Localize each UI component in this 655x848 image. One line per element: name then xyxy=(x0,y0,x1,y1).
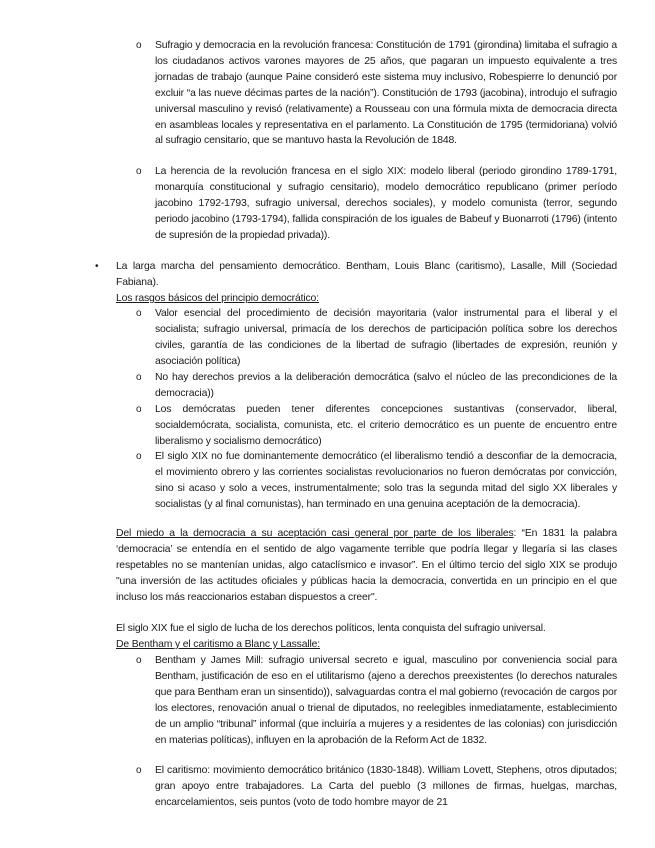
paragraph-bentham-mill: Bentham y James Mill: sufragio universal secreto e igual, masculino por conveniencia social para Bentham, justificación de eso en el utilitarismo (ajeno a derechos preexistentes (lo derechos naturales que para Bentham eran un sinsentido)), salvaguardas contra el mal gobierno (revocación de cargos por los electores, renovación anual o trienal de diputados, no reelegibles inmediatamente, establecimiento de un amplio “tribunal” informal (que incluiría a mujeres y a residentes de las colonias) con jurisdicción en materias políticas), influyen en la aprobación de la Reform Act de 1832. xyxy=(155,655,617,746)
paragraph-larga-marcha: La larga marcha del pensamiento democrático. Bentham, Louis Blanc (caritismo), Lasalle, Mill (Sociedad Fabiana). xyxy=(116,261,617,288)
bullet-icon: o xyxy=(136,166,142,177)
bullet-icon: o xyxy=(136,404,142,415)
bullet-icon: • xyxy=(95,261,99,272)
bullet-icon: o xyxy=(136,765,142,776)
miedo-text: : “En 1831 la palabra ‘democracia’ se entendía en el sentido de algo vagamente terrible que podría llegar y llegaría si las clases respetables no se mantenían unidas, algo cataclísmico e invasor”. En el último tercio del siglo XIX se produjo "una inversión de las actitudes oficiales y públicas hacia la democracia, convertida en un principio en el que incluso los más reaccionarios estaban dispuestos a creer". xyxy=(116,528,617,603)
paragraph-concepciones: Los demócratas pueden tener diferentes concepciones sustantivas (conservador, liberal, socialdemócrata, socialista, comunista, etc. el criterio democrático es un puente de encuentro entre liberalismo y socialismo democrático) xyxy=(155,404,617,447)
bullet-icon: o xyxy=(136,40,142,51)
heading-bentham: De Bentham y el caritismo a Blanc y Lassalle: xyxy=(116,639,321,650)
miedo-heading: Del miedo a la democracia a su aceptación casi general por parte de los liberales xyxy=(116,528,514,539)
paragraph-sufragio-revolucion: Sufragio y democracia en la revolución francesa: Constitución de 1791 (girondina) limitaba el sufragio a los ciudadanos activos varones mayores de 25 años, que pagaran un impuesto equivalente a tres jornadas de trabajo (aunque Paine consideró este sistema muy inclusivo, Robespierre lo denunció por excluir “a las nueve décimas partes de la nación”). Constitución de 1793 (jacobina), introdujo el sufragio universal masculino y revisó (relativamente) a Rousseau con una fórmula mixta de democracia directa en asambleas locales y representativa en el parlamento. La Constitución de 1795 (termidoriana) volvió al sufragio censitario, que se mantuvo hasta la Revolución de 1848. xyxy=(155,40,617,147)
bullet-icon: o xyxy=(136,372,142,383)
bullet-icon: o xyxy=(136,308,142,319)
paragraph-no-derechos: No hay derechos previos a la deliberación democrática (salvo el núcleo de las precondiciones de la democracia)) xyxy=(155,372,617,399)
bullet-icon: o xyxy=(136,451,142,462)
paragraph-herencia: La herencia de la revolución francesa en el siglo XIX: modelo liberal (periodo girondino 1789-1791, monarquía constitucional y sufragio censitario), modelo democrático republicano (primer período jacobino 1792-1793, sufragio universal, derechos sociales), y modelo comunista (terror, segundo periodo jacobino (1793-1794), fallida conspiración de los iguales de Babeuf y Buonarroti (1796) (intento de supresión de la propiedad privada)). xyxy=(155,166,617,241)
paragraph-siglo-xix: El siglo XIX no fue dominantemente democrático (el liberalismo tendió a desconfiar de la democracia, el movimiento obrero y las corrientes socialistas revolucionarios no fueron demócratas por convicción, sino si acaso y solo a veces, instrumentalmente; solo tras la segunda mitad del siglo XX liberales y socialistas (y al final comunistas), han terminado en una genuina aceptación de la democracia). xyxy=(155,451,617,510)
paragraph-valor-esencial: Valor esencial del procedimiento de decisión mayoritaria (valor instrumental para el liberal y el socialista; sufragio universal, primacía de los derechos de participación política sobre los derechos civiles, garantía de las condiciones de la libertad de sufragio (libertades de expresión, reunión y asociación política) xyxy=(155,308,617,367)
heading-rasgos: Los rasgos básicos del principio democrático: xyxy=(116,293,319,304)
paragraph-siglo-lucha: El siglo XIX fue el siglo de lucha de los derechos políticos, lenta conquista del sufragio universal. xyxy=(116,623,546,634)
paragraph-miedo xyxy=(116,526,617,606)
bullet-icon: o xyxy=(136,655,142,666)
paragraph-caritismo: El caritismo: movimiento democrático británico (1830-1848). William Lovett, Stephens, otros diputados; gran apoyo entre trabajadores. La Carta del pueblo (3 millones de firmas, huelgas, marchas, encarcelamientos, seis puntos (voto de todo hombre mayor de 21 xyxy=(155,765,617,808)
